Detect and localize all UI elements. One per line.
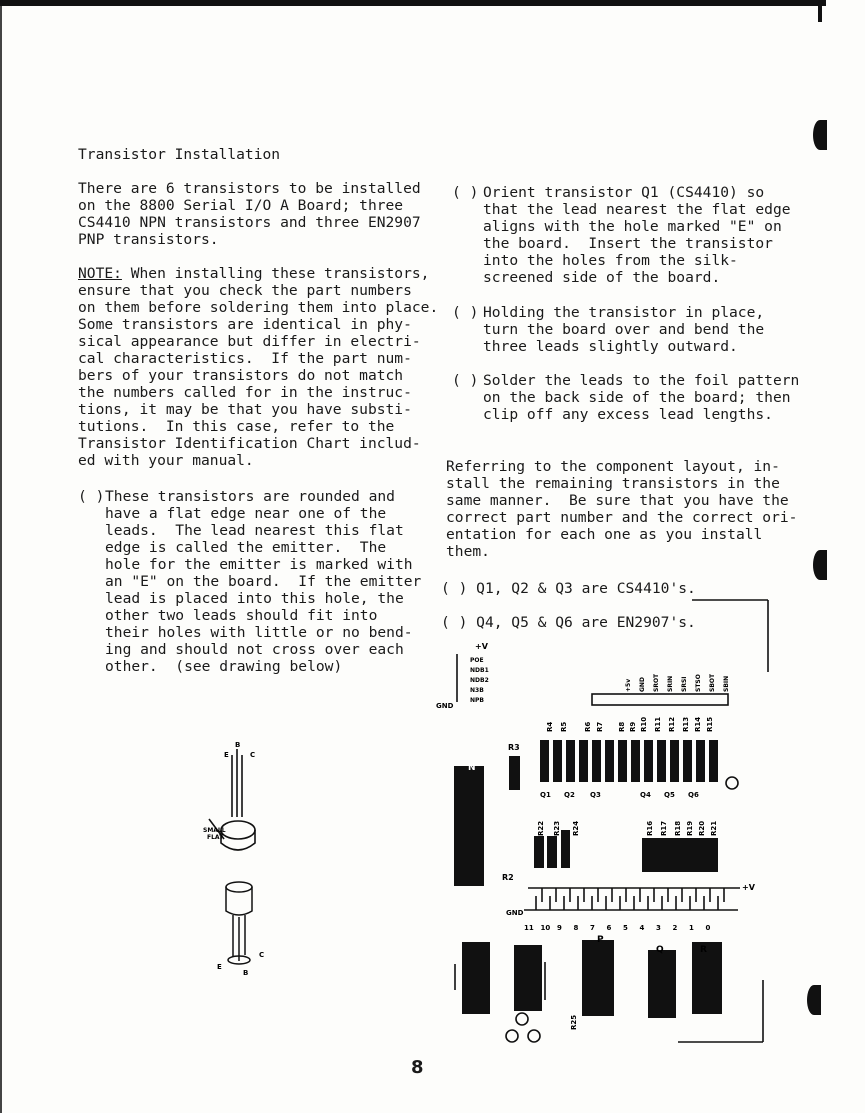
mount-holes — [506, 1013, 540, 1042]
step-line: Solder the leads to the foil pattern — [483, 372, 800, 389]
edge-number: 2 — [672, 924, 678, 932]
lead-label-b: B — [235, 741, 241, 749]
flat-label: FLAT — [207, 834, 224, 841]
resistor-body — [670, 740, 679, 782]
header-pin-label: +5v — [625, 678, 632, 692]
jumper-label: POE — [470, 657, 484, 664]
resistor-label: R5 — [560, 721, 568, 732]
resistor-label: R14 — [694, 716, 702, 732]
power-label: +V — [475, 642, 488, 651]
note-label: NOTE: — [78, 265, 122, 282]
component-layout-diagram — [430, 590, 790, 1070]
header-pin-label: SBIN — [723, 675, 730, 692]
step-orient-q1 — [452, 184, 792, 286]
resistor-label: R11 — [654, 716, 662, 732]
bus-gnd-label: GND — [506, 909, 524, 917]
step-checkbox[interactable]: ( ) — [78, 488, 105, 505]
lead-label-e-bottom: E — [217, 963, 222, 971]
ic-label-r: R — [700, 945, 707, 955]
note-first-line: When installing these transistors, — [121, 265, 430, 282]
note-line: ed with your manual. — [78, 452, 254, 469]
lead-label-c-bottom: C — [259, 951, 265, 959]
header-pin-label: GND — [639, 677, 646, 692]
note-line: sical appearance but differ in electri- — [78, 333, 421, 350]
edge-number: 9 — [557, 924, 562, 932]
resistor-body — [683, 740, 692, 782]
step-line: have a flat edge near one of the — [105, 505, 387, 522]
referring-line: correct part number and the correct ori- — [446, 509, 798, 526]
transistor-lead-drawing — [195, 735, 285, 975]
note-paragraph — [78, 265, 448, 469]
resistor-bank — [540, 740, 718, 782]
step-line: lead is placed into this hole, the — [105, 590, 404, 607]
step-line: other. (see drawing below) — [105, 658, 343, 675]
edge-number: 10 — [540, 924, 551, 932]
resistor-label: R23 — [553, 820, 561, 836]
intro-line: There are 6 transistors to be installed — [78, 180, 421, 197]
resistor-body — [592, 740, 601, 782]
resistor-label: R19 — [686, 820, 694, 836]
step-line: aligns with the hole marked "E" on — [483, 218, 782, 235]
binder-hole-mark — [807, 985, 821, 1015]
referring-line: same manner. Be sure that you have the — [446, 492, 789, 509]
header-pin-label: STSO — [695, 674, 702, 692]
header-pin-label: SBOT — [709, 673, 716, 692]
jumper-label: NPB — [470, 697, 484, 704]
gnd-label: GND — [436, 702, 454, 710]
flat-label: SMALL — [203, 827, 226, 834]
step-checkbox[interactable]: ( ) — [452, 304, 479, 321]
step-line: their holes with little or no bend- — [105, 624, 413, 641]
resistor-body — [631, 740, 640, 782]
lead-label-e: E — [224, 751, 229, 759]
binder-hole-mark — [813, 120, 827, 150]
edge-number: 4 — [639, 924, 645, 932]
header-pin-label: SRSI — [681, 676, 688, 692]
resistor-body — [540, 740, 549, 782]
r3-resistor — [509, 756, 520, 790]
mount-hole — [726, 777, 738, 789]
step-checkbox[interactable]: ( ) — [441, 580, 468, 597]
ic-label-q: Q — [656, 945, 664, 955]
step-line: leads. The lead nearest this flat — [105, 522, 404, 539]
referring-line: entation for each one as you install — [446, 526, 763, 543]
step-line: clip off any excess lead lengths. — [483, 406, 773, 423]
step-line: screened side of the board. — [483, 269, 721, 286]
step-line: other two leads should fit into — [105, 607, 378, 624]
resistor-body — [709, 740, 718, 782]
resistor-label: R24 — [572, 820, 580, 836]
resistor-label: R10 — [640, 716, 648, 732]
bus-power-label: +V — [742, 883, 755, 892]
intro-line: CS4410 NPN transistors and three EN2907 — [78, 214, 421, 231]
step-checkbox[interactable]: ( ) — [441, 614, 468, 631]
resistor-body — [553, 740, 562, 782]
resistor-label: R22 — [537, 820, 545, 836]
transistor-label: Q1 — [540, 791, 551, 799]
edge-number: 1 — [689, 924, 694, 932]
resistor-body — [618, 740, 627, 782]
check-text: Q4, Q5 & Q6 are EN2907's. — [476, 614, 696, 631]
note-line: tutions. In this case, refer to the — [78, 418, 395, 435]
r2-label: R2 — [502, 873, 514, 882]
step-line: on the back side of the board; then — [483, 389, 791, 406]
transistor-label: Q2 — [564, 791, 575, 799]
step-line: Orient transistor Q1 (CS4410) so — [483, 184, 765, 201]
resistor-label: R4 — [546, 721, 554, 732]
resistor-body — [644, 740, 653, 782]
step-line: edge is called the emitter. The — [105, 539, 387, 556]
step-line: Holding the transistor in place, — [483, 304, 765, 321]
note-line: cal characteristics. If the part num- — [78, 350, 412, 367]
resistor-body — [696, 740, 705, 782]
resistor-label: R20 — [698, 820, 706, 836]
intro-line: PNP transistors. — [78, 231, 219, 248]
resistor-label: R16 — [646, 820, 654, 836]
transistor-label: Q3 — [590, 791, 601, 799]
step-emitter-orientation — [78, 488, 438, 675]
step-checkbox[interactable]: ( ) — [452, 372, 479, 389]
transistor-label: Q5 — [664, 791, 675, 799]
check-text: Q1, Q2 & Q3 are CS4410's. — [476, 580, 696, 597]
note-line: on them before soldering them into place. — [78, 299, 439, 316]
step-line: turn the board over and bend the — [483, 321, 765, 338]
top-right-mark — [818, 0, 822, 22]
ic-label-p: P — [597, 935, 604, 945]
edge-number: 8 — [573, 924, 579, 932]
step-line: an "E" on the board. If the emitter — [105, 573, 422, 590]
resistor-label: R17 — [660, 820, 668, 836]
step-line: that the lead nearest the flat edge — [483, 201, 791, 218]
edge-numbers — [524, 924, 711, 932]
header-labels — [625, 673, 730, 692]
jumper-label: NDB2 — [470, 677, 489, 684]
step-line: These transistors are rounded and — [105, 488, 395, 505]
transistor-label: Q4 — [640, 791, 651, 799]
edge-number: 0 — [705, 924, 711, 932]
jumper-label: NDB1 — [470, 667, 489, 674]
intro-paragraph — [78, 180, 438, 248]
step-line: the board. Insert the transistor — [483, 235, 773, 252]
resistor-body — [657, 740, 666, 782]
resistor-label: R12 — [668, 716, 676, 732]
resistor-label: R9 — [629, 721, 637, 732]
step-line: ing and should not cross over each — [105, 641, 404, 658]
edge-number: 6 — [606, 924, 612, 932]
note-line: tions, it may be that you have substi- — [78, 401, 412, 418]
resistor-label: R18 — [674, 820, 682, 836]
note-line: Some transistors are identical in phy- — [78, 316, 412, 333]
note-line: the numbers called for in the instruc- — [78, 384, 412, 401]
ic-n-label: N — [468, 763, 476, 773]
power-bus — [524, 888, 740, 910]
referring-line: them. — [446, 543, 490, 560]
edge-number: 3 — [656, 924, 661, 932]
resistor-body — [566, 740, 575, 782]
resistor-label: R6 — [584, 721, 592, 732]
note-line: Transistor Identification Chart includ- — [78, 435, 421, 452]
transistor-labels — [540, 791, 699, 799]
step-line: hole for the emitter is marked with — [105, 556, 413, 573]
resistor-label: R8 — [618, 721, 626, 732]
resistor-body — [579, 740, 588, 782]
resistor-top-labels — [546, 717, 714, 732]
transistor-label: Q6 — [688, 791, 699, 799]
header-pin-label: SRIN — [667, 675, 674, 692]
section-title: Transistor Installation — [78, 146, 281, 163]
step-line: three leads slightly outward. — [483, 338, 738, 355]
intro-line: on the 8800 Serial I/O A Board; three — [78, 197, 404, 214]
binder-hole-mark — [813, 550, 827, 580]
referring-paragraph — [446, 458, 796, 560]
note-line: bers of your transistors do not match — [78, 367, 404, 384]
page-number: 8 — [411, 1057, 424, 1078]
referring-line: Referring to the component layout, in- — [446, 458, 780, 475]
resistor-label: R21 — [710, 820, 718, 836]
resistor-label: R15 — [706, 716, 714, 732]
lead-label-b-bottom: B — [243, 969, 249, 975]
ic-n-body — [454, 766, 484, 886]
step-bend-leads — [452, 304, 792, 355]
resistor-body — [605, 740, 614, 782]
lead-label-c: C — [250, 751, 256, 759]
step-checkbox[interactable]: ( ) — [452, 184, 479, 201]
edge-number: 11 — [524, 924, 534, 932]
left-edge-line — [0, 0, 2, 1113]
jumper-label: N3B — [470, 687, 484, 694]
referring-line: stall the remaining transistors in the — [446, 475, 780, 492]
header-pin-label: SROT — [653, 673, 660, 692]
step-solder-leads — [452, 372, 800, 423]
top-border-bar — [0, 0, 826, 6]
note-line: ensure that you check the part numbers — [78, 282, 412, 299]
step-line: into the holes from the silk- — [483, 252, 738, 269]
edge-number: 5 — [623, 924, 628, 932]
resistor-label: R7 — [596, 721, 604, 732]
edge-number: 7 — [590, 924, 595, 932]
resistor-label: R13 — [682, 716, 690, 732]
ic-bodies — [462, 940, 722, 1018]
r3-label: R3 — [508, 743, 520, 752]
r25-label: R25 — [570, 1014, 578, 1030]
